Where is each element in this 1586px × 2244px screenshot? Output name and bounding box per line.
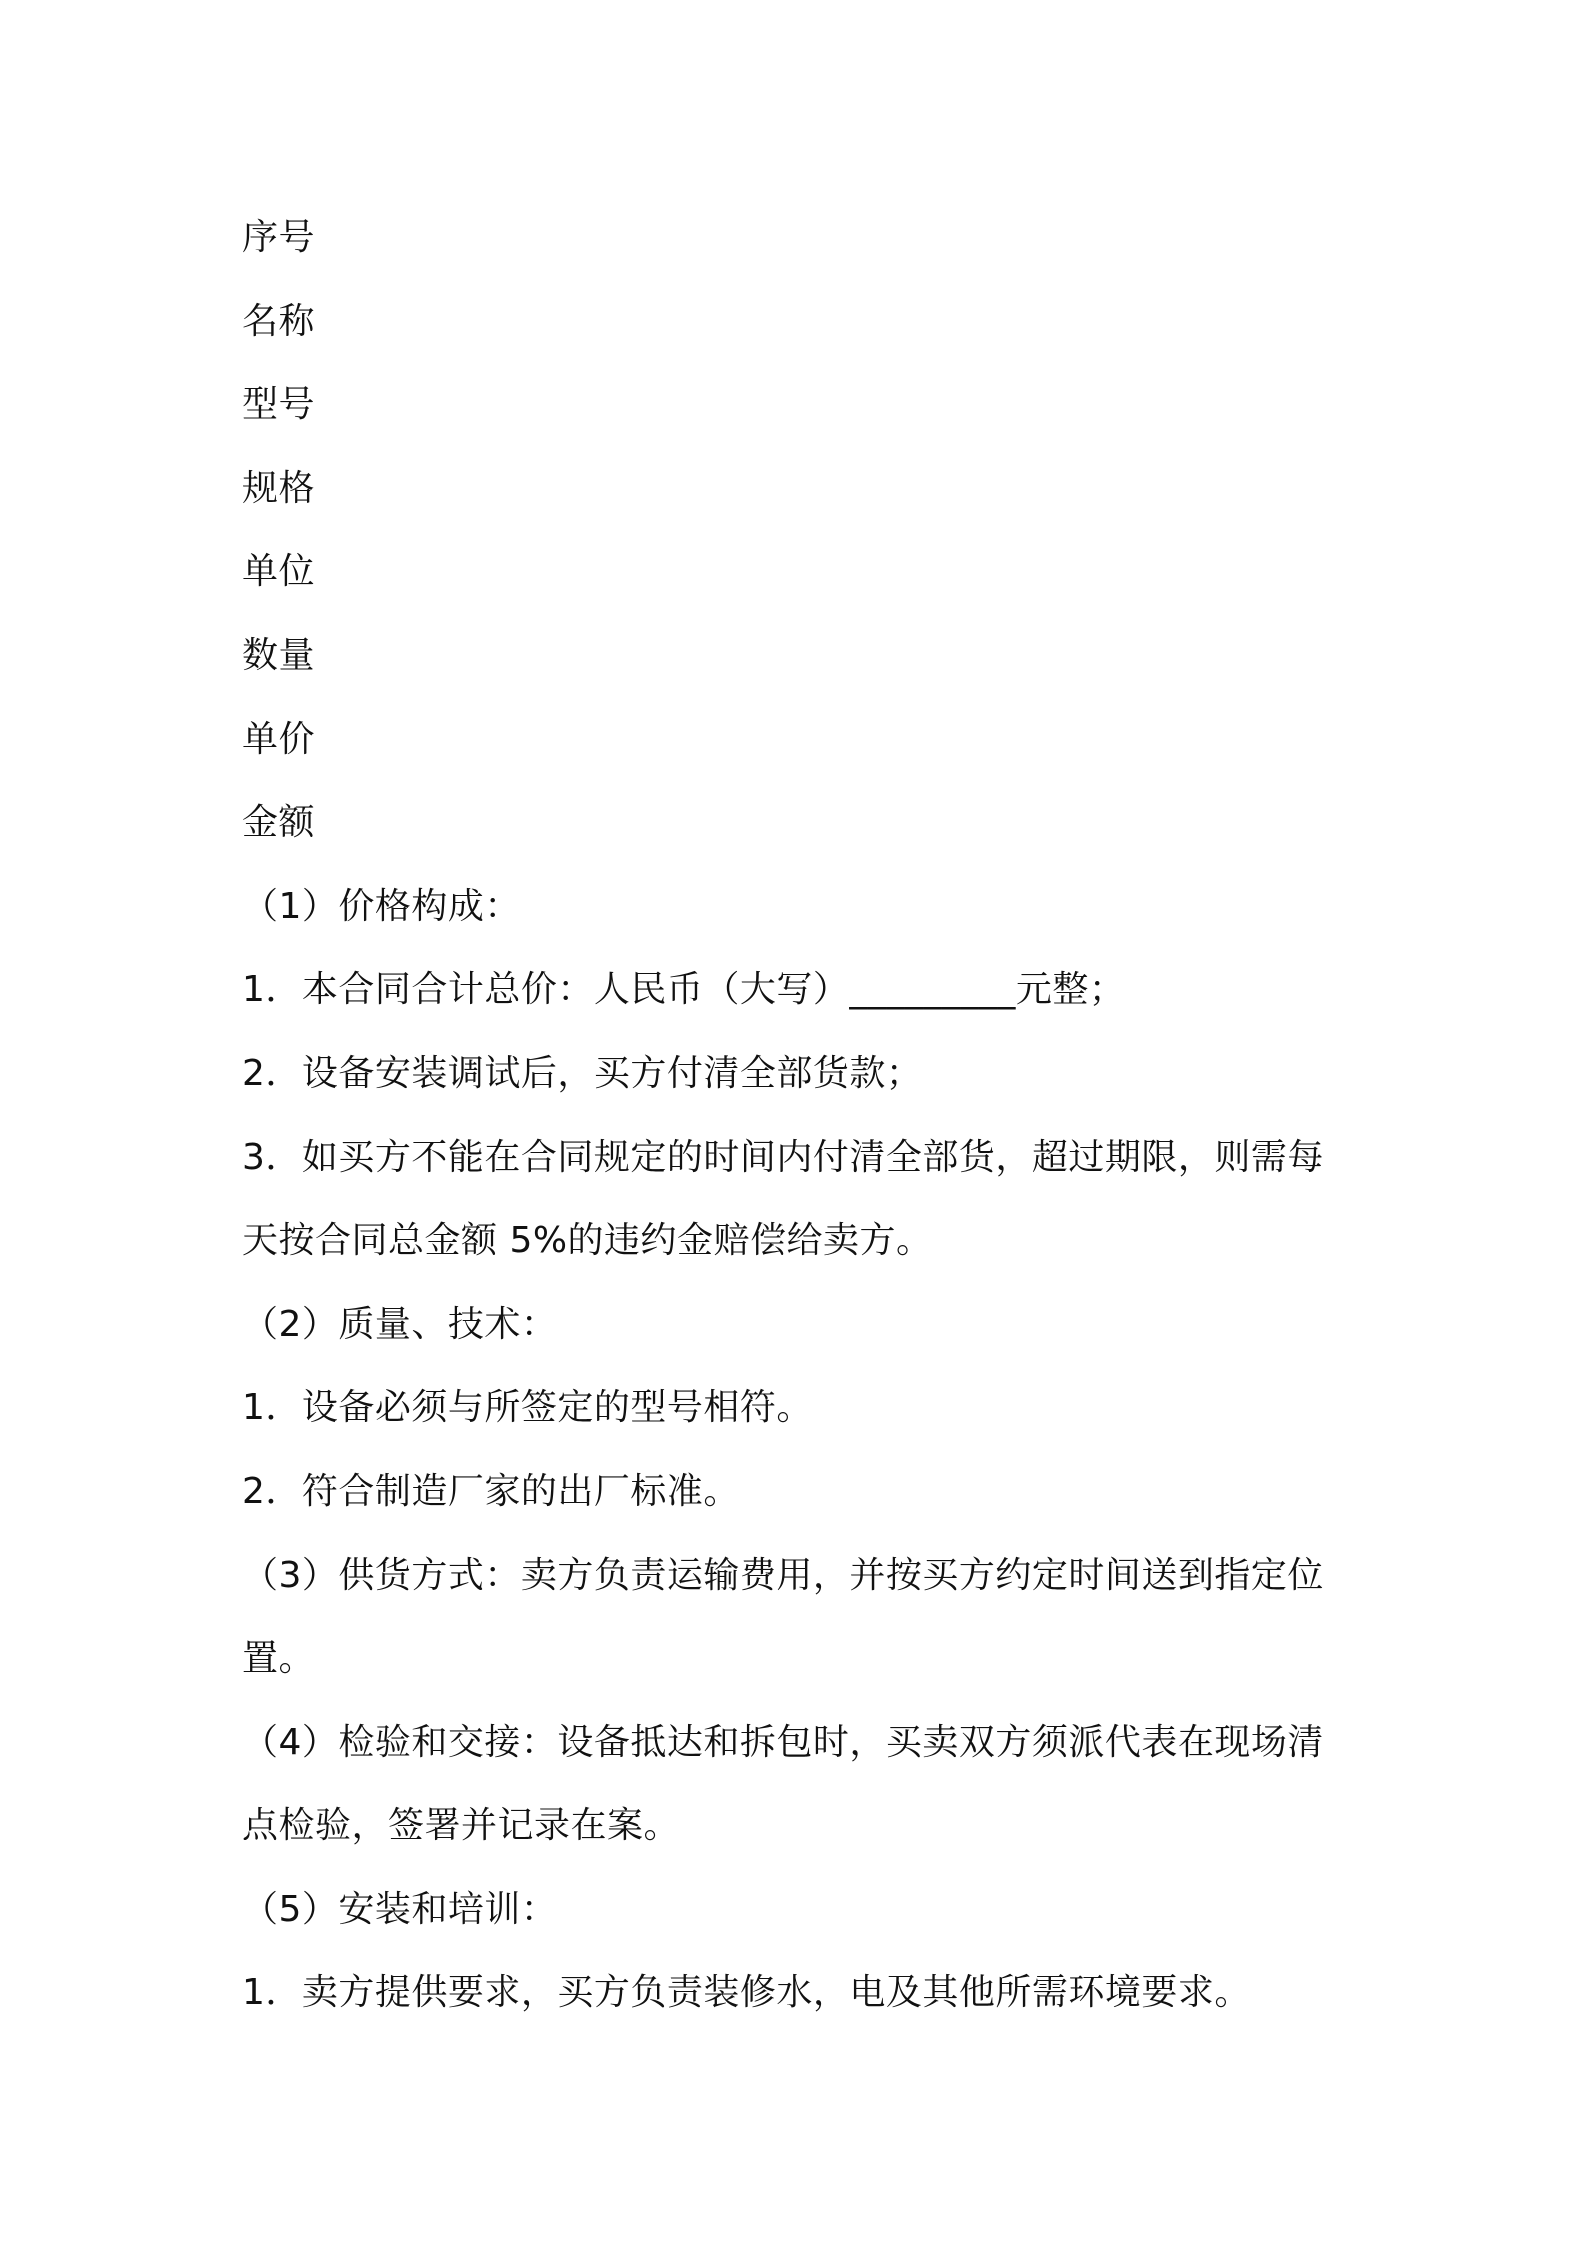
price-item-2: 2．设备安装调试后，买方付清全部货款； xyxy=(242,1052,923,1094)
price-item-1: 1．本合同合计总价：人民币（大写）_________元整； xyxy=(242,969,1126,1011)
field-label-amount: 金额 xyxy=(242,802,316,844)
price-item-3-line-2: 天按合同总金额 5%的违约金赔偿给卖方。 xyxy=(242,1220,933,1262)
inspection-paragraph-line-1: （4）检验和交接：设备抵达和拆包时，买卖双方须派代表在现场清 xyxy=(242,1721,1324,1763)
price-item-3-line-1: 3．如买方不能在合同规定的时间内付清全部货，超过期限，则需每 xyxy=(242,1136,1324,1178)
field-label-unit: 单位 xyxy=(242,551,316,593)
section-heading-price: （1）价格构成： xyxy=(242,885,521,927)
field-label-spec: 规格 xyxy=(242,467,316,509)
field-label-model: 型号 xyxy=(242,384,316,426)
supply-paragraph-line-2: 置。 xyxy=(242,1638,316,1680)
document-body xyxy=(242,196,1352,2035)
field-label-name: 名称 xyxy=(242,300,316,342)
field-label-quantity: 数量 xyxy=(242,634,316,676)
section-heading-installation: （5）安装和培训： xyxy=(242,1888,558,1930)
supply-paragraph-line-1: （3）供货方式：卖方负责运输费用，并按买方约定时间送到指定位 xyxy=(242,1554,1324,1596)
installation-item-1: 1．卖方提供要求，买方负责装修水，电及其他所需环境要求。 xyxy=(242,1972,1251,2014)
field-label-serial: 序号 xyxy=(242,217,316,258)
field-label-unit-price: 单价 xyxy=(242,718,316,760)
quality-item-2: 2．符合制造厂家的出厂标准。 xyxy=(242,1470,740,1512)
section-heading-quality: （2）质量、技术： xyxy=(242,1303,558,1345)
inspection-paragraph-line-2: 点检验，签署并记录在案。 xyxy=(242,1805,681,1847)
quality-item-1: 1．设备必须与所签定的型号相符。 xyxy=(242,1387,813,1429)
